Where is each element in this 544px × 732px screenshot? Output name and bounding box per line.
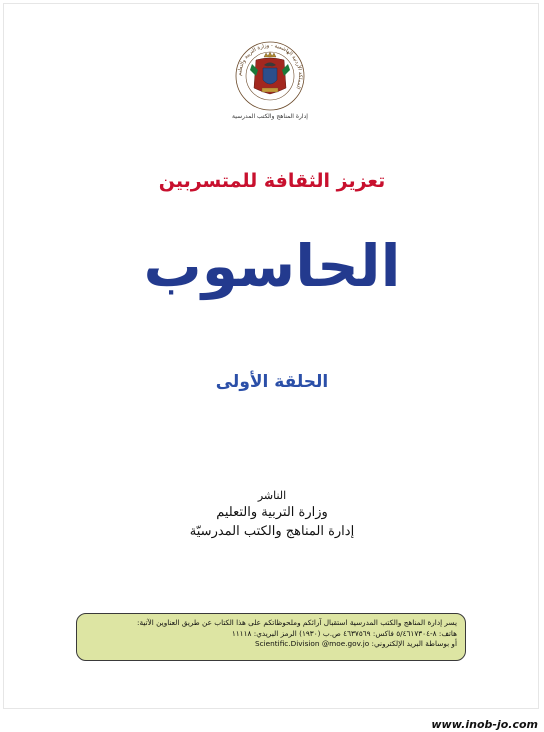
publisher-ministry: وزارة التربية والتعليم: [216, 505, 328, 520]
contact-email-row: [85, 639, 457, 650]
site-url-watermark[interactable]: www.inob-jo.com: [431, 718, 538, 731]
contact-intro: يسر إدارة المناهج والكتب المدرسية استقبال آرائكم وملحوظاتكم على هذا الكتاب عن طريق العناوين الآتية:: [137, 618, 457, 627]
coat-of-arms-emblem: [234, 40, 306, 112]
emblem-department-label: إدارة المناهج والكتب المدرسية: [232, 113, 308, 120]
contact-email[interactable]: Scientific.Division @moe.gov.jo: [255, 639, 370, 648]
coat-of-arms-icon: [234, 40, 306, 112]
cover-subtitle: تعزيز الثقافة للمتسربين: [158, 170, 386, 192]
emblem-ring-text: المملكة الأردنية الهاشمية - وزارة التربية والتعليم: [236, 42, 304, 90]
cover-title: الحاسوب: [143, 232, 401, 300]
cover-cycle: الحلقة الأولى: [215, 372, 329, 392]
contact-phone-fax: هاتف: ٨-٥/٤٦١٧٣٠٤ فاكس: ٤٦٣٧٥٦٩ ص.ب (١٩٣٠) الرمز البريدي: ١١١١٨: [231, 628, 457, 638]
contact-email-label: أو بوساطة البريد الإلكتروني:: [371, 639, 457, 648]
contact-box: [76, 613, 466, 661]
publisher-department: إدارة المناهج والكتب المدرسيّة: [189, 524, 355, 539]
publisher-block: [150, 488, 394, 541]
publisher-label: الناشر: [257, 489, 287, 502]
